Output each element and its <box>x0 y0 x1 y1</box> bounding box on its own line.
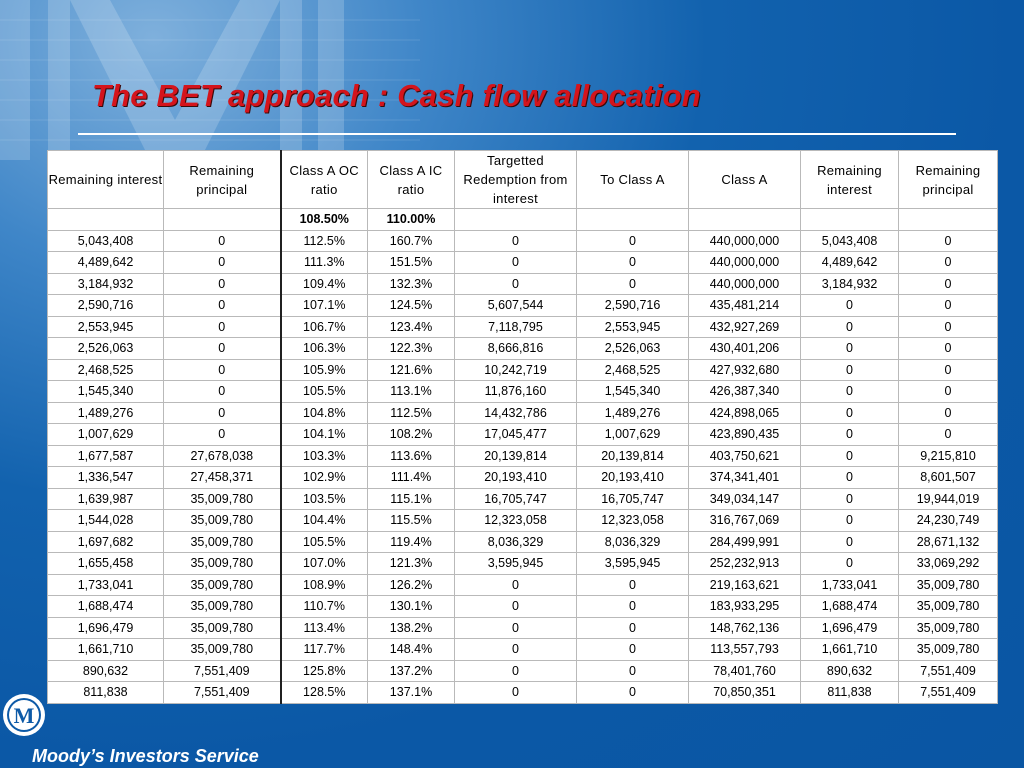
table-cell: 138.2% <box>368 617 455 639</box>
table-cell: 7,551,409 <box>164 660 281 682</box>
table-cell: 113.4% <box>281 617 368 639</box>
table-cell: 0 <box>164 424 281 446</box>
table-cell: 0 <box>164 381 281 403</box>
header-cell: To Class A <box>577 151 689 209</box>
table-cell: 440,000,000 <box>689 230 801 252</box>
slide-title: The BET approach : Cash flow allocation <box>92 78 701 113</box>
table-cell: 3,595,945 <box>455 553 577 575</box>
table-cell: 125.8% <box>281 660 368 682</box>
ratio-target-row <box>48 209 998 231</box>
table-cell: 14,432,786 <box>455 402 577 424</box>
table-cell: 0 <box>455 660 577 682</box>
table-cell: 284,499,991 <box>689 531 801 553</box>
table-cell: 1,639,987 <box>48 488 164 510</box>
table-row <box>48 402 998 424</box>
table-cell: 117.7% <box>281 639 368 661</box>
table-cell: 7,118,795 <box>455 316 577 338</box>
table-cell: 1,545,340 <box>48 381 164 403</box>
table-row <box>48 359 998 381</box>
table-cell: 0 <box>577 682 689 704</box>
table-cell: 8,666,816 <box>455 338 577 360</box>
table-cell: 349,034,147 <box>689 488 801 510</box>
table-cell: 108.2% <box>368 424 455 446</box>
table-cell: 5,607,544 <box>455 295 577 317</box>
table-row <box>48 273 998 295</box>
table-row <box>48 316 998 338</box>
table-cell: 374,341,401 <box>689 467 801 489</box>
table-cell: 0 <box>899 316 998 338</box>
header-cell: Class A IC ratio <box>368 151 455 209</box>
table-cell: 0 <box>801 381 899 403</box>
table-cell: 1,696,479 <box>48 617 164 639</box>
table-cell: 0 <box>801 295 899 317</box>
table-cell: 0 <box>455 617 577 639</box>
table-cell: 0 <box>801 488 899 510</box>
table-cell: 0 <box>801 553 899 575</box>
table-row <box>48 230 998 252</box>
table-cell: 0 <box>455 596 577 618</box>
table-cell: 0 <box>801 510 899 532</box>
table-row <box>48 660 998 682</box>
table-cell: 4,489,642 <box>801 252 899 274</box>
table-cell: 0 <box>801 402 899 424</box>
table-cell: 432,927,269 <box>689 316 801 338</box>
cash-flow-table-container <box>47 150 997 704</box>
table-row <box>48 574 998 596</box>
table-cell: 130.1% <box>368 596 455 618</box>
table-cell: 1,661,710 <box>48 639 164 661</box>
table-cell: 4,489,642 <box>48 252 164 274</box>
table-cell: 435,481,214 <box>689 295 801 317</box>
table-row <box>48 252 998 274</box>
table-cell: 112.5% <box>368 402 455 424</box>
table-cell: 3,184,932 <box>48 273 164 295</box>
table-cell: 128.5% <box>281 682 368 704</box>
table-cell: 35,009,780 <box>164 574 281 596</box>
table-cell <box>48 209 164 231</box>
table-cell: 19,944,019 <box>899 488 998 510</box>
table-cell: 0 <box>164 295 281 317</box>
table-cell <box>164 209 281 231</box>
table-cell: 0 <box>801 338 899 360</box>
table-cell: 0 <box>801 445 899 467</box>
logo-letter: M <box>13 703 35 728</box>
table-cell: 0 <box>577 574 689 596</box>
table-cell: 5,043,408 <box>801 230 899 252</box>
table-cell: 0 <box>899 424 998 446</box>
header-row <box>48 151 998 209</box>
table-cell: 104.8% <box>281 402 368 424</box>
table-cell: 1,733,041 <box>801 574 899 596</box>
table-cell: 811,838 <box>48 682 164 704</box>
footer-brand: Moody’s Investors Service <box>32 746 259 766</box>
table-row <box>48 510 998 532</box>
table-cell: 105.5% <box>281 531 368 553</box>
table-row <box>48 488 998 510</box>
table-cell: 16,705,747 <box>577 488 689 510</box>
table-row <box>48 381 998 403</box>
table-cell: 0 <box>577 273 689 295</box>
table-body <box>48 209 998 704</box>
table-cell: 27,678,038 <box>164 445 281 467</box>
table-cell: 148,762,136 <box>689 617 801 639</box>
table-cell: 403,750,621 <box>689 445 801 467</box>
table-cell: 35,009,780 <box>164 553 281 575</box>
table-cell: 0 <box>164 252 281 274</box>
table-cell: 1,489,276 <box>48 402 164 424</box>
table-cell: 9,215,810 <box>899 445 998 467</box>
table-cell: 35,009,780 <box>899 574 998 596</box>
table-cell: 115.1% <box>368 488 455 510</box>
table-cell: 16,705,747 <box>455 488 577 510</box>
table-cell: 0 <box>164 316 281 338</box>
table-cell: 440,000,000 <box>689 273 801 295</box>
table-cell: 122.3% <box>368 338 455 360</box>
table-cell <box>577 209 689 231</box>
table-cell: 8,036,329 <box>455 531 577 553</box>
table-cell: 0 <box>899 402 998 424</box>
table-cell: 0 <box>899 381 998 403</box>
table-cell: 0 <box>577 639 689 661</box>
table-cell: 2,468,525 <box>48 359 164 381</box>
table-cell: 890,632 <box>48 660 164 682</box>
table-cell: 0 <box>164 230 281 252</box>
table-cell: 0 <box>455 639 577 661</box>
table-row <box>48 617 998 639</box>
table-cell: 11,876,160 <box>455 381 577 403</box>
table-cell: 113.6% <box>368 445 455 467</box>
table-cell: 1,696,479 <box>801 617 899 639</box>
table-cell: 111.3% <box>281 252 368 274</box>
table-cell: 106.7% <box>281 316 368 338</box>
table-cell: 20,139,814 <box>455 445 577 467</box>
table-cell: 70,850,351 <box>689 682 801 704</box>
table-cell: 423,890,435 <box>689 424 801 446</box>
table-cell: 2,526,063 <box>48 338 164 360</box>
table-cell: 0 <box>801 531 899 553</box>
table-cell: 115.5% <box>368 510 455 532</box>
table-cell: 12,323,058 <box>577 510 689 532</box>
header-cell: Class A OC ratio <box>281 151 368 209</box>
table-cell: 20,139,814 <box>577 445 689 467</box>
table-cell: 132.3% <box>368 273 455 295</box>
table-cell: 427,932,680 <box>689 359 801 381</box>
table-cell: 124.5% <box>368 295 455 317</box>
table-cell <box>689 209 801 231</box>
table-cell: 27,458,371 <box>164 467 281 489</box>
table-cell: 0 <box>899 295 998 317</box>
table-row <box>48 338 998 360</box>
table-cell <box>455 209 577 231</box>
oc-ratio-target: 108.50% <box>281 209 368 231</box>
table-row <box>48 295 998 317</box>
table-cell: 2,553,945 <box>577 316 689 338</box>
table-cell: 1,655,458 <box>48 553 164 575</box>
table-cell: 0 <box>455 230 577 252</box>
header-cell: Remaining interest <box>801 151 899 209</box>
table-cell: 35,009,780 <box>899 596 998 618</box>
table-cell: 7,551,409 <box>899 682 998 704</box>
table-cell: 5,043,408 <box>48 230 164 252</box>
table-row <box>48 445 998 467</box>
table-cell: 20,193,410 <box>455 467 577 489</box>
table-cell: 12,323,058 <box>455 510 577 532</box>
table-cell: 103.3% <box>281 445 368 467</box>
table-cell: 0 <box>801 316 899 338</box>
table-cell: 2,590,716 <box>577 295 689 317</box>
table-cell: 0 <box>899 252 998 274</box>
table-cell: 2,590,716 <box>48 295 164 317</box>
table-cell: 0 <box>899 273 998 295</box>
table-cell: 890,632 <box>801 660 899 682</box>
table-cell: 219,163,621 <box>689 574 801 596</box>
header-cell: Remaining principal <box>899 151 998 209</box>
table-cell: 1,545,340 <box>577 381 689 403</box>
table-row <box>48 531 998 553</box>
table-cell: 8,036,329 <box>577 531 689 553</box>
table-cell: 17,045,477 <box>455 424 577 446</box>
table-cell: 137.1% <box>368 682 455 704</box>
moodys-m-logo-icon <box>1 690 47 740</box>
table-cell <box>801 209 899 231</box>
table-cell: 1,661,710 <box>801 639 899 661</box>
table-cell: 316,767,069 <box>689 510 801 532</box>
table-row <box>48 424 998 446</box>
table-cell: 0 <box>899 359 998 381</box>
table-cell: 119.4% <box>368 531 455 553</box>
table-cell: 107.1% <box>281 295 368 317</box>
table-cell: 0 <box>899 230 998 252</box>
table-cell: 0 <box>577 252 689 274</box>
table-cell: 430,401,206 <box>689 338 801 360</box>
header-cell: Remaining interest <box>48 151 164 209</box>
table-cell: 1,697,682 <box>48 531 164 553</box>
table-cell: 0 <box>577 660 689 682</box>
table-cell: 102.9% <box>281 467 368 489</box>
table-cell: 106.3% <box>281 338 368 360</box>
table-row <box>48 467 998 489</box>
table-cell: 108.9% <box>281 574 368 596</box>
table-row <box>48 682 998 704</box>
table-cell: 35,009,780 <box>164 639 281 661</box>
header-cell: Remaining principal <box>164 151 281 209</box>
table-cell: 2,468,525 <box>577 359 689 381</box>
title-divider <box>78 133 956 135</box>
table-cell: 107.0% <box>281 553 368 575</box>
table-cell: 2,526,063 <box>577 338 689 360</box>
table-cell: 103.5% <box>281 488 368 510</box>
table-cell: 0 <box>577 617 689 639</box>
table-cell: 123.4% <box>368 316 455 338</box>
table-row <box>48 596 998 618</box>
table-cell: 0 <box>455 574 577 596</box>
table-cell: 7,551,409 <box>899 660 998 682</box>
table-cell: 121.3% <box>368 553 455 575</box>
table-cell: 252,232,913 <box>689 553 801 575</box>
table-cell: 0 <box>164 402 281 424</box>
table-cell: 0 <box>899 338 998 360</box>
table-cell: 105.9% <box>281 359 368 381</box>
table-cell: 8,601,507 <box>899 467 998 489</box>
table-cell: 0 <box>801 424 899 446</box>
table-cell: 0 <box>164 273 281 295</box>
cash-flow-table <box>47 150 998 704</box>
table-cell: 35,009,780 <box>164 617 281 639</box>
table-cell: 1,688,474 <box>801 596 899 618</box>
table-cell: 10,242,719 <box>455 359 577 381</box>
table-cell: 113,557,793 <box>689 639 801 661</box>
table-cell: 113.1% <box>368 381 455 403</box>
table-cell: 109.4% <box>281 273 368 295</box>
table-cell: 160.7% <box>368 230 455 252</box>
table-cell: 148.4% <box>368 639 455 661</box>
table-cell: 35,009,780 <box>164 510 281 532</box>
header-cell: Targetted Redemption from interest <box>455 151 577 209</box>
table-cell: 440,000,000 <box>689 252 801 274</box>
table-cell: 1,336,547 <box>48 467 164 489</box>
table-cell: 1,544,028 <box>48 510 164 532</box>
table-cell: 104.4% <box>281 510 368 532</box>
table-cell: 426,387,340 <box>689 381 801 403</box>
table-cell: 35,009,780 <box>164 531 281 553</box>
table-cell: 183,933,295 <box>689 596 801 618</box>
table-cell: 137.2% <box>368 660 455 682</box>
table-cell: 0 <box>455 252 577 274</box>
table-cell: 104.1% <box>281 424 368 446</box>
table-cell: 78,401,760 <box>689 660 801 682</box>
table-cell: 126.2% <box>368 574 455 596</box>
header-cell: Class A <box>689 151 801 209</box>
table-cell: 35,009,780 <box>164 488 281 510</box>
table-cell <box>899 209 998 231</box>
table-cell: 0 <box>164 359 281 381</box>
table-cell: 2,553,945 <box>48 316 164 338</box>
table-row <box>48 553 998 575</box>
table-cell: 3,595,945 <box>577 553 689 575</box>
table-cell: 811,838 <box>801 682 899 704</box>
table-cell: 151.5% <box>368 252 455 274</box>
table-cell: 0 <box>455 273 577 295</box>
table-cell: 0 <box>801 467 899 489</box>
table-cell: 1,007,629 <box>48 424 164 446</box>
table-cell: 1,007,629 <box>577 424 689 446</box>
table-cell: 24,230,749 <box>899 510 998 532</box>
table-cell: 3,184,932 <box>801 273 899 295</box>
table-cell: 20,193,410 <box>577 467 689 489</box>
table-cell: 1,733,041 <box>48 574 164 596</box>
table-cell: 7,551,409 <box>164 682 281 704</box>
table-cell: 1,688,474 <box>48 596 164 618</box>
table-cell: 111.4% <box>368 467 455 489</box>
table-cell: 0 <box>577 596 689 618</box>
table-cell: 28,671,132 <box>899 531 998 553</box>
table-cell: 112.5% <box>281 230 368 252</box>
table-cell: 0 <box>164 338 281 360</box>
table-cell: 0 <box>801 359 899 381</box>
table-cell: 1,677,587 <box>48 445 164 467</box>
table-cell: 0 <box>577 230 689 252</box>
table-cell: 424,898,065 <box>689 402 801 424</box>
ic-ratio-target: 110.00% <box>368 209 455 231</box>
table-cell: 1,489,276 <box>577 402 689 424</box>
table-cell: 110.7% <box>281 596 368 618</box>
table-cell: 105.5% <box>281 381 368 403</box>
table-cell: 33,069,292 <box>899 553 998 575</box>
table-cell: 35,009,780 <box>164 596 281 618</box>
table-cell: 35,009,780 <box>899 617 998 639</box>
table-cell: 35,009,780 <box>899 639 998 661</box>
table-row <box>48 639 998 661</box>
table-cell: 121.6% <box>368 359 455 381</box>
table-cell: 0 <box>455 682 577 704</box>
